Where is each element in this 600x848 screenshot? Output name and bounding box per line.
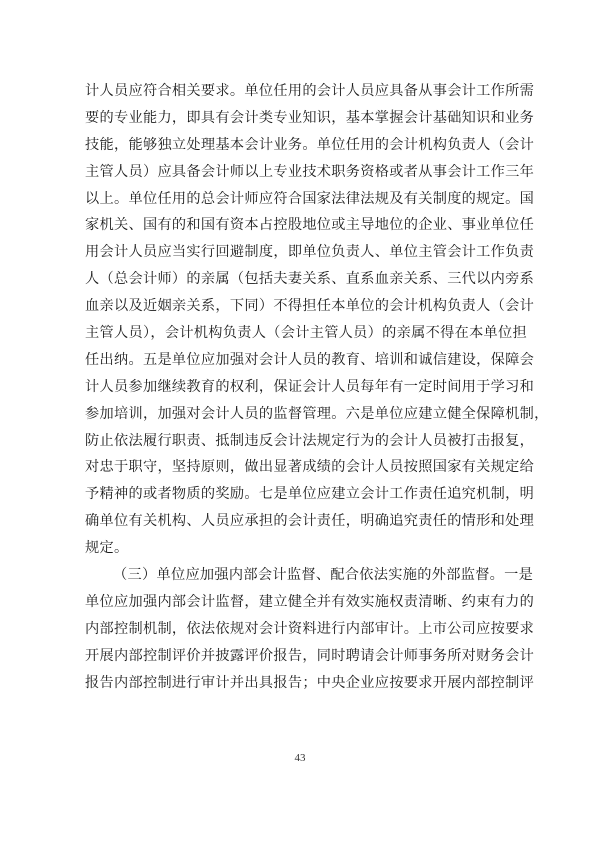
text-line: 主管人员），会计机构负责人（会计主管人员）的亲属不得在本单位担 (85, 325, 528, 342)
text-line: 单位应加强内部会计监督，建立健全并有效实施权责清晰、约束有力的 (85, 593, 535, 610)
text-line: 家机关、国有的和国有资本占控股地位或主导地位的企业、事业单位任 (85, 217, 535, 234)
text-line: 以上。单位任用的总会计师应符合国家法律法规及有关制度的规定。国 (85, 190, 535, 207)
text-line: 计人员应符合相关要求。单位任用的会计人员应具备从事会计工作所需 (85, 83, 535, 99)
paragraph (85, 78, 549, 562)
text-line: 任出纳。五是单位应加强对会计人员的教育、培训和诚信建设，保障会 (85, 351, 535, 368)
text-line: 要的专业能力，即具有会计类专业知识，基本掌握会计基础知识和业务 (85, 109, 535, 126)
text-line: 防止依法履行职责、抵制违反会计法规定行为的会计人员被打击报复， (85, 432, 535, 449)
text-line: 确单位有关机构、人员应承担的会计责任，明确追究责任的情形和处理 (85, 513, 535, 530)
text-line: （三）单位应加强内部会计监督、配合依法实施的外部监督。一是 (113, 567, 534, 584)
text-line: 技能，能够独立处理基本会计业务。单位任用的会计机构负责人（会计 (85, 136, 535, 153)
text-line: 规定。 (85, 540, 129, 557)
text-line: 内部控制机制，依法依规对会计资料进行内部审计。上市公司应按要求 (85, 620, 535, 637)
text-line: 计人员参加继续教育的权利，保证会计人员每年有一定时间用于学习和 (85, 378, 535, 395)
text-line: 用会计人员应当实行回避制度，即单位负责人、单位主管会计工作负责 (85, 244, 535, 261)
text-line: 人（总会计师）的亲属（包括夫妻关系、直系血亲关系、三代以内旁系 (85, 271, 535, 288)
text-line: 予精神的或者物质的奖励。七是单位应建立会计工作责任追究机制，明 (85, 486, 535, 503)
text-line: 报告内部控制进行审计并出具报告；中央企业应按要求开展内部控制评 (85, 674, 535, 691)
text-line: 主管人员）应具备会计师以上专业技术职务资格或者从事会计工作三年 (85, 163, 535, 180)
text-line: 参加培训，加强对会计人员的监督管理。六是单位应建立健全保障机制， (85, 405, 549, 422)
paragraph (85, 562, 535, 696)
text-line: 开展内部控制评价并披露评价报告，同时聘请会计师事务所对财务会计 (85, 647, 535, 664)
body-text (85, 78, 549, 696)
text-line: 血亲以及近姻亲关系，下同）不得担任本单位的会计机构负责人（会计 (85, 298, 535, 315)
page-number: 43 (294, 752, 306, 764)
text-line: 对忠于职守，坚持原则，做出显著成绩的会计人员按照国家有关规定给 (85, 459, 535, 476)
